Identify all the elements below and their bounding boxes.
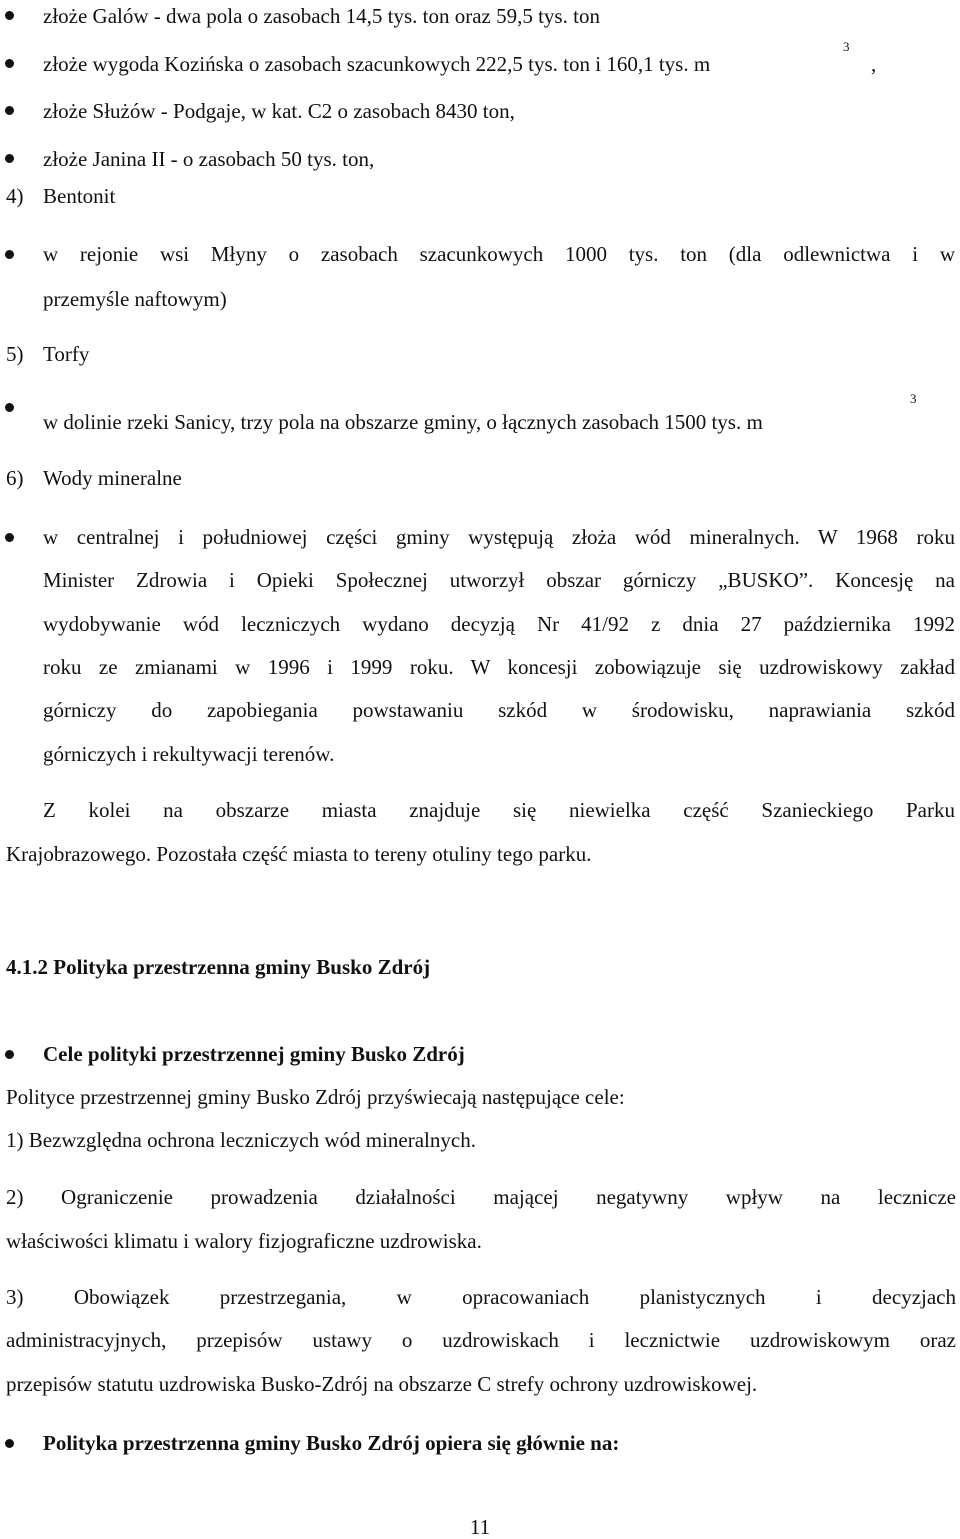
bentonit-line-1: w rejonie wsi Młyny o zasobach szacunkowych 1000 tys. ton (dla odlewnictwa i w xyxy=(43,242,955,266)
list-bullet xyxy=(5,106,14,115)
goal-2-line-2: właściwości klimatu i walory fizjograficzne uzdrowiska. xyxy=(6,1229,482,1253)
list-bullet xyxy=(5,154,14,163)
wody-line-2: Minister Zdrowia i Opieki Społecznej utworzył obszar górniczy „BUSKO”. Koncesję na xyxy=(43,568,955,592)
comma: , xyxy=(871,52,877,76)
wody-line-1: w centralnej i południowej części gminy występują złoża wód mineralnych. W 1968 roku xyxy=(43,525,955,549)
goal-2-line-1: 2) Ograniczenie prowadzenia działalności mającej negatywny wpływ na lecznicze xyxy=(6,1185,956,1209)
bentonit-line-2: przemyśle naftowym) xyxy=(43,287,227,311)
list-bullet xyxy=(5,1050,14,1059)
list-bullet xyxy=(5,250,14,259)
list-bullet xyxy=(5,533,14,542)
superscript-3: 3 xyxy=(843,39,850,54)
wody-line-4: roku ze zmianami w 1996 i 1999 roku. W koncesji zobowiązuje się uzdrowiskowy zakład xyxy=(43,655,955,679)
wody-line-6: górniczych i rekultywacji terenów. xyxy=(43,742,335,766)
section-title-torfy: Torfy xyxy=(43,342,90,366)
section-number: 6) xyxy=(6,466,24,490)
park-paragraph-line-2: Krajobrazowego. Pozostała część miasta to tereny otuliny tego parku. xyxy=(6,842,592,866)
list-bullet xyxy=(5,11,14,20)
goals-intro: Polityce przestrzennej gminy Busko Zdrój przyświecają następujące cele: xyxy=(6,1085,625,1109)
torfy-item: w dolinie rzeki Sanicy, trzy pola na obszarze gminy, o łącznych zasobach 1500 tys. m xyxy=(43,410,763,434)
section-title-wody: Wody mineralne xyxy=(43,466,182,490)
wody-line-5: górniczy do zapobiegania powstawaniu szkód w środowisku, naprawiania szkód xyxy=(43,698,955,722)
list-bullet xyxy=(5,403,14,412)
goal-1: 1) Bezwzględna ochrona leczniczych wód mineralnych. xyxy=(6,1128,476,1152)
superscript-3: 3 xyxy=(910,391,917,406)
section-number: 4) xyxy=(6,184,24,208)
policy-heading: Polityka przestrzenna gminy Busko Zdrój opiera się głównie na: xyxy=(43,1431,620,1455)
deposit-item-galow: złoże Galów - dwa pola o zasobach 14,5 tys. ton oraz 59,5 tys. ton xyxy=(43,4,600,28)
list-bullet xyxy=(5,1439,14,1448)
goal-3-line-2: administracyjnych, przepisów ustawy o uzdrowiskach i lecznictwie uzdrowiskowym oraz xyxy=(6,1328,956,1352)
section-title-bentonit: Bentonit xyxy=(43,184,116,208)
deposit-item-janina: złoże Janina II - o zasobach 50 tys. ton, xyxy=(43,147,375,171)
goals-heading: Cele polityki przestrzennej gminy Busko Zdrój xyxy=(43,1042,465,1066)
section-number: 5) xyxy=(6,342,24,366)
list-bullet xyxy=(5,59,14,68)
deposit-item-sluzow: złoże Służów - Podgaje, w kat. C2 o zasobach 8430 ton, xyxy=(43,99,515,123)
goal-3-line-3: przepisów statutu uzdrowiska Busko-Zdrój na obszarze C strefy ochrony uzdrowiskowej. xyxy=(6,1372,758,1396)
page-number: 11 xyxy=(469,1515,491,1539)
wody-line-3: wydobywanie wód leczniczych wydano decyzją Nr 41/92 z dnia 27 października 1992 xyxy=(43,612,955,636)
park-paragraph-line-1: Z kolei na obszarze miasta znajduje się niewielka część Szanieckiego Parku xyxy=(43,798,955,822)
section-heading: 4.1.2 Polityka przestrzenna gminy Busko Zdrój xyxy=(6,955,431,979)
goal-3-line-1: 3) Obowiązek przestrzegania, w opracowaniach planistycznych i decyzjach xyxy=(6,1285,956,1309)
deposit-item-wygoda: złoże wygoda Kozińska o zasobach szacunkowych 222,5 tys. ton i 160,1 tys. m xyxy=(43,52,711,76)
